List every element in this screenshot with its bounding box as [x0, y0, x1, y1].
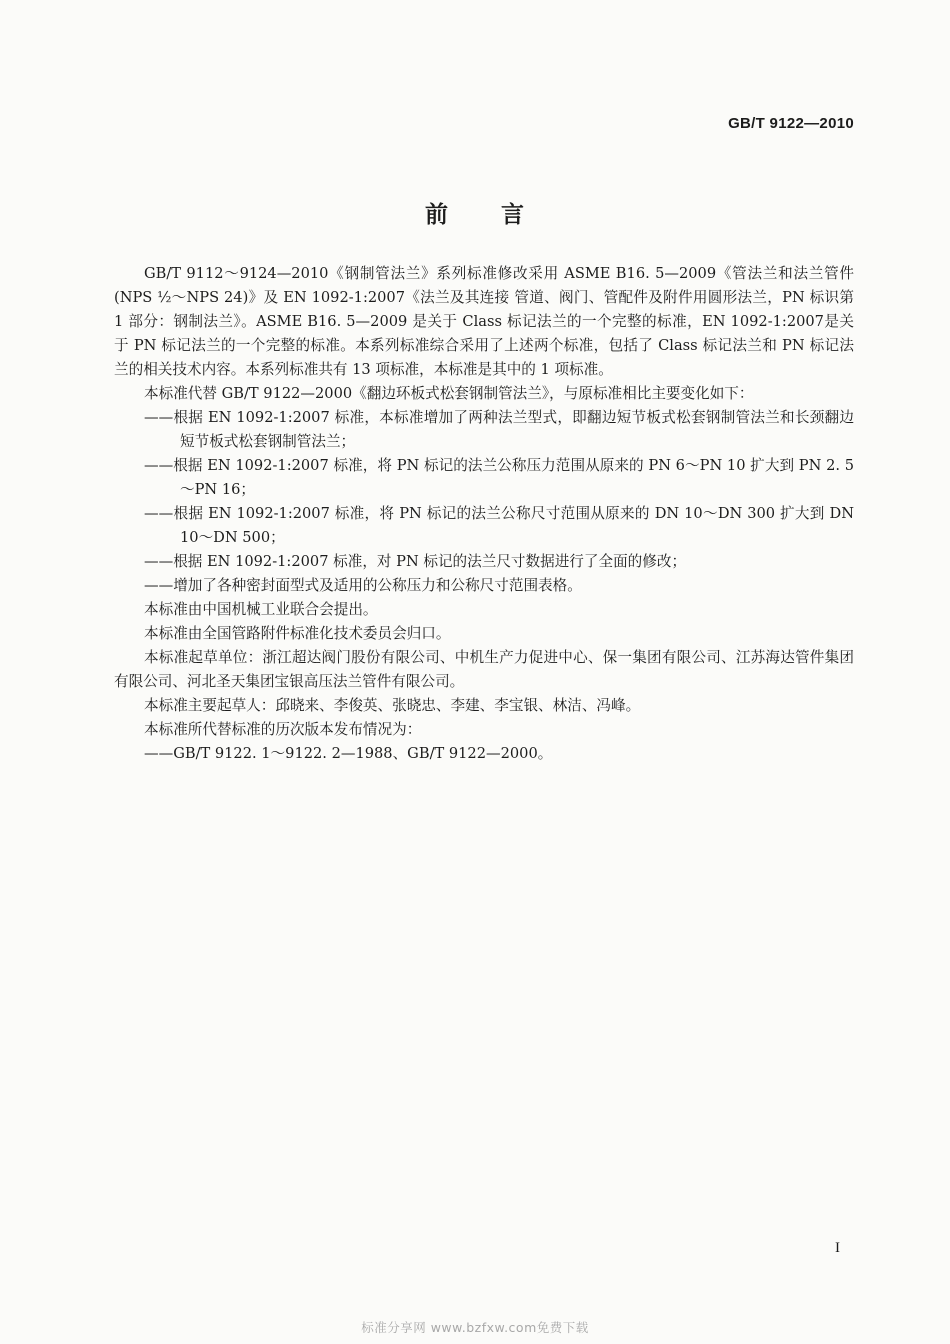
- title-char-2: 言: [501, 202, 525, 228]
- paragraph: 本标准主要起草人：邱晓来、李俊英、张晓忠、李建、李宝银、林洁、冯峰。: [144, 697, 641, 714]
- paragraph: 本标准所代替标准的历次版本发布情况为：: [144, 721, 422, 738]
- change-list-item: ——根据 EN 1092-1:2007 标准，将 PN 标记的法兰公称压力范围从原来的 PN 6～PN 10 扩大到 PN 2. 5～PN 16；: [144, 457, 854, 498]
- paragraph: GB/T 9112～9124—2010《钢制管法兰》系列标准修改采用 ASME B16. 5—2009《管法兰和法兰管件(NPS ½～NPS 24)》及 EN 1092-1:2007《法兰及其连接 管道、阀门、管配件及附件用圆形法兰，PN 标识第 1 部分：钢制法兰》。ASME B16. 5—2009 是关于 Class 标记法兰的一个完整的标准，EN 1092-1:2007是关于 PN 标记法兰的一个完整的标准。本系列标准综合采用了上述两个标准，包括了 Class 标记法兰和 PN 标记法兰的相关技术内容。本系列标准共有 13 项标准，本标准是其中的 1 项标准。: [114, 265, 854, 378]
- page-title: [0, 196, 950, 229]
- paragraph: 本标准代替 GB/T 9122—2000《翻边环板式松套钢制管法兰》，与原标准相比主要变化如下：: [144, 385, 754, 402]
- watermark-text: 标准分享网 www.bzfxw.com免费下载: [361, 1320, 589, 1335]
- paragraph: 本标准由全国管路附件标准化技术委员会归口。: [144, 625, 451, 642]
- page-number: I: [835, 1240, 840, 1256]
- title-char-1: 前: [425, 202, 449, 228]
- change-list-item: ——根据 EN 1092-1:2007 标准，将 PN 标记的法兰公称尺寸范围从原来的 DN 10～DN 300 扩大到 DN 10～DN 500；: [144, 505, 854, 546]
- paragraph: 本标准由中国机械工业联合会提出。: [144, 601, 378, 618]
- change-list-item: ——增加了各种密封面型式及适用的公称压力和公称尺寸范围表格。: [144, 577, 582, 594]
- version-history-item: ——GB/T 9122. 1～9122. 2—1988、GB/T 9122—2000。: [144, 745, 553, 762]
- standard-code: GB/T 9122—2010: [728, 115, 854, 132]
- change-list-item: ——根据 EN 1092-1:2007 标准，对 PN 标记的法兰尺寸数据进行了全面的修改；: [144, 553, 687, 570]
- paragraph: 本标准起草单位：浙江超达阀门股份有限公司、中机生产力促进中心、保一集团有限公司、江苏海达管件集团有限公司、河北圣天集团宝银高压法兰管件有限公司。: [114, 649, 854, 690]
- foreword-body: [114, 262, 854, 766]
- change-list-item: ——根据 EN 1092-1:2007 标准，本标准增加了两种法兰型式，即翻边短节板式松套钢制管法兰和长颈翻边短节板式松套钢制管法兰；: [144, 409, 854, 450]
